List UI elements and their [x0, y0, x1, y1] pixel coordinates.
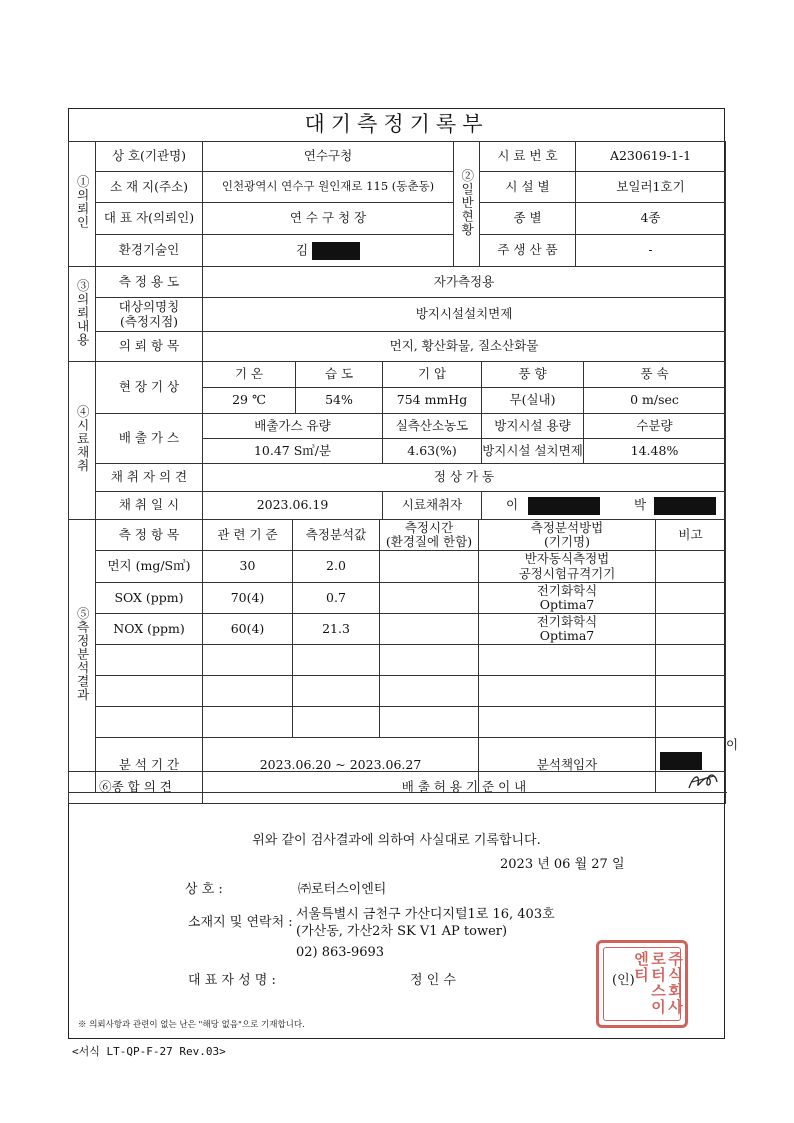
result-std: 60(4): [203, 614, 293, 645]
result-val: [293, 676, 380, 707]
exhaust-header: 수분량: [584, 414, 726, 439]
sec3-value: 방지시설설치면제: [203, 298, 726, 332]
sec1-value: 연수구청: [203, 142, 454, 172]
sec1-key: 환경기술인: [96, 235, 203, 267]
sec2-label: ②일반현황: [454, 142, 480, 267]
result-header: 측정시간 (환경질에 한함): [380, 520, 479, 551]
sec2-key: 시 료 번 호: [480, 142, 576, 172]
section-request: [68, 266, 726, 362]
weather-value: 54%: [296, 388, 383, 414]
result-note: [656, 583, 726, 614]
result-header: 측정분석방법 (기기명): [479, 520, 656, 551]
footnote: ※ 의뢰사항과 관련이 없는 난은 "해당 없음"으로 기재합니다.: [78, 1020, 305, 1030]
result-header: 측 정 항 목: [96, 520, 203, 551]
sec1-value-engineer: 김: [203, 235, 454, 267]
sampler-opinion-value: 정 상 가 동: [203, 464, 726, 492]
result-val: [293, 645, 380, 676]
result-std: [203, 676, 293, 707]
weather-value: 754 mmHg: [383, 388, 482, 414]
section-sampling: [68, 361, 726, 520]
result-method: [479, 707, 656, 738]
result-time: [380, 707, 479, 738]
result-note: [656, 707, 726, 738]
result-item: 먼지 (mg/S㎥): [96, 551, 203, 583]
result-time: [380, 614, 479, 645]
result-item: NOX (ppm): [96, 614, 203, 645]
phone: 02) 863-9693: [296, 945, 385, 960]
representative-name: 정 인 수: [410, 973, 456, 988]
sec3-value: 자가측정용: [203, 267, 726, 298]
redaction-block: [660, 752, 702, 770]
address-line1: 서울특별시 금천구 가산디지털1로 16, 403호: [296, 907, 555, 922]
sec4-label: ④시료채취: [69, 362, 96, 520]
sec2-key: 시 설 별: [480, 172, 576, 203]
exhaust-value: 14.48%: [584, 439, 726, 464]
sec3-key: 측 정 용 도: [96, 267, 203, 298]
result-std: 30: [203, 551, 293, 583]
weather-header: 기 압: [383, 362, 482, 388]
result-time: [380, 583, 479, 614]
analysis-period-label: 분 석 기 간: [96, 738, 203, 793]
analysis-period-value: 2023.06.20 ~ 2023.06.27: [203, 738, 479, 793]
result-method: 전기화학식 Optima7: [479, 583, 656, 614]
sec1-value: 연 수 구 청 장: [203, 203, 454, 235]
company-value: ㈜로터스이엔티: [298, 882, 387, 897]
result-std: [203, 645, 293, 676]
exhaust-value: 4.63(%): [383, 439, 482, 464]
weather-header: 기 온: [203, 362, 296, 388]
statement: 위와 같이 검사결과에 의하여 사실대로 기록합니다.: [252, 833, 541, 848]
result-note: [656, 676, 726, 707]
result-time: [380, 551, 479, 583]
analyst-value: 이: [656, 738, 726, 793]
weather-header: 습 도: [296, 362, 383, 388]
document-title: 대기측정기록부: [68, 108, 725, 142]
exhaust-value: 10.47 S㎥/분: [203, 439, 383, 464]
sec2-key: 주 생 산 품: [480, 235, 576, 267]
section-applicant: [68, 141, 726, 267]
result-item: [96, 707, 203, 738]
sampling-date-label: 채 취 일 시: [96, 492, 203, 520]
exhaust-header: 실측산소농도: [383, 414, 482, 439]
sec1-label: ①의뢰인: [69, 142, 96, 267]
address-label: 소재지 및 연락처 :: [188, 915, 293, 930]
sec2-value: 보일러1호기: [576, 172, 726, 203]
result-method: [479, 645, 656, 676]
address-line2: (가산동, 가산2차 SK V1 AP tower): [296, 924, 508, 939]
exhaust-value: 방지시설 설치면제: [482, 439, 584, 464]
weather-value: 무(실내): [482, 388, 584, 414]
sec1-key: 상 호(기관명): [96, 142, 203, 172]
sec2-value: -: [576, 235, 726, 267]
result-val: 21.3: [293, 614, 380, 645]
result-item: [96, 676, 203, 707]
result-note: [656, 551, 726, 583]
result-method: 전기화학식 Optima7: [479, 614, 656, 645]
site-weather-label: 현 장 기 상: [96, 362, 203, 414]
section-results: [68, 519, 739, 793]
redaction-block: [654, 497, 716, 515]
weather-header: 풍 속: [584, 362, 726, 388]
representative-label: 대 표 자 성 명 :: [188, 973, 276, 988]
sec2-key: 종 별: [480, 203, 576, 235]
result-val: [293, 707, 380, 738]
exhaust-header: 방지시설 용량: [482, 414, 584, 439]
form-code: <서식 LT-QP-F-27 Rev.03>: [72, 1045, 226, 1058]
sec5-label: ⑤측정분석결과: [69, 520, 96, 793]
weather-header: 풍 향: [482, 362, 584, 388]
result-val: 0.7: [293, 583, 380, 614]
result-std: [203, 707, 293, 738]
sec2-value: 4종: [576, 203, 726, 235]
sampler-label: 시료채취자: [383, 492, 482, 520]
sec1-key: 대 표 자(의뢰인): [96, 203, 203, 235]
redaction-block: [312, 242, 360, 260]
result-item: [96, 645, 203, 676]
sec2-value: A230619-1-1: [576, 142, 726, 172]
exhaust-header: 배출가스 유량: [203, 414, 383, 439]
sec3-key: 의 뢰 항 목: [96, 332, 203, 362]
overall-opinion-label: ⑥종 합 의 견: [69, 772, 203, 804]
result-time: [380, 676, 479, 707]
sec3-value: 먼지, 황산화물, 질소산화물: [203, 332, 726, 362]
exhaust-label: 배 출 가 스: [96, 414, 203, 464]
result-time: [380, 645, 479, 676]
company-label: 상 호 :: [185, 882, 223, 897]
result-item: SOX (ppm): [96, 583, 203, 614]
result-val: 2.0: [293, 551, 380, 583]
company-stamp: 주식회사로터스이엔티: [596, 940, 688, 1028]
result-method: 반자동식측정법 공정시험규격기기: [479, 551, 656, 583]
weather-value: 29 ℃: [203, 388, 296, 414]
result-header: 측정분석값: [293, 520, 380, 551]
sec1-key: 소 재 지(주소): [96, 172, 203, 203]
seal-mark: (인): [612, 973, 635, 988]
result-header: 비고: [656, 520, 726, 551]
sec3-key: 대상의명칭 (측정지점): [96, 298, 203, 332]
sec1-value: 인천광역시 연수구 원인재로 115 (동춘동): [203, 172, 454, 203]
analyst-label: 분석책임자: [479, 738, 656, 793]
sec3-label: ③의뢰내용: [69, 267, 96, 362]
overall-opinion-value: 배 출 허 용 기 준 이 내: [203, 772, 726, 804]
weather-value: 0 m/sec: [584, 388, 726, 414]
result-header: 관 련 기 준: [203, 520, 293, 551]
sampler-opinion-label: 채 취 자 의 견: [96, 464, 203, 492]
section-opinion: [68, 771, 726, 804]
result-note: [656, 645, 726, 676]
result-note: [656, 614, 726, 645]
issue-date: 2023 년 06 월 27 일: [500, 857, 625, 872]
sampler-names: 이 박: [482, 492, 726, 520]
result-std: 70(4): [203, 583, 293, 614]
result-method: [479, 676, 656, 707]
redaction-block: [528, 497, 600, 515]
sampling-date-value: 2023.06.19: [203, 492, 383, 520]
